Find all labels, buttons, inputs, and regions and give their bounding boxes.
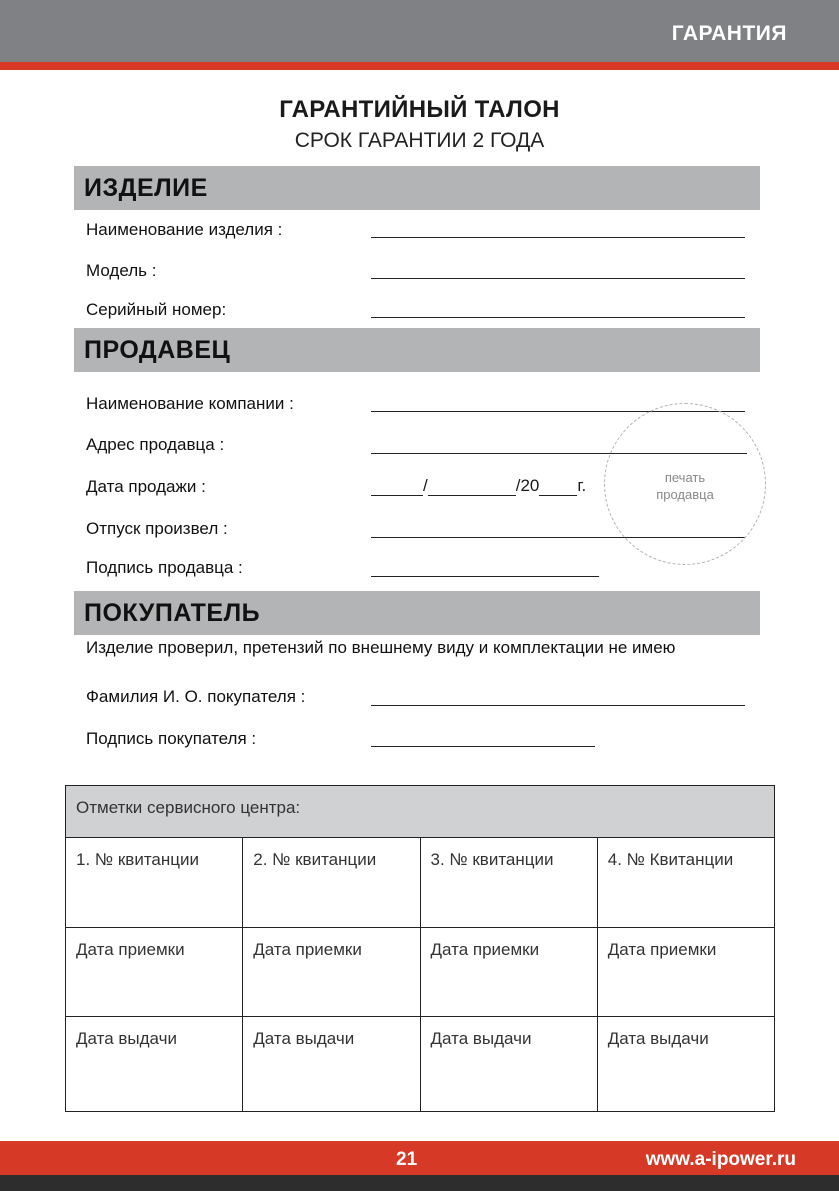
receipt-cell-3[interactable]: 3. № квитанции bbox=[420, 838, 597, 928]
issued-date-cell-4[interactable]: Дата выдачи bbox=[597, 1017, 774, 1112]
service-center-table bbox=[65, 785, 775, 1112]
buyer-signature-field[interactable] bbox=[371, 746, 595, 747]
header-accent-stripe bbox=[0, 62, 839, 70]
document-subtitle: СРОК ГАРАНТИИ 2 ГОДА bbox=[294, 129, 545, 152]
service-table-header: Отметки сервисного центра: bbox=[66, 786, 775, 838]
seller-stamp-text bbox=[604, 469, 766, 503]
sale-date-label: Дата продажи : bbox=[86, 477, 206, 496]
issued-date-cell-1[interactable]: Дата выдачи bbox=[66, 1017, 243, 1112]
receipt-cell-2[interactable]: 2. № квитанции bbox=[243, 838, 420, 928]
buyer-acceptance-note: Изделие проверил, претензий по внешнему виду и комплектации не имею bbox=[86, 638, 676, 657]
product-name-label: Наименование изделия : bbox=[86, 220, 283, 239]
company-name-label: Наименование компании : bbox=[86, 394, 294, 413]
sale-date-field[interactable] bbox=[371, 476, 586, 496]
footer-dark-strip bbox=[0, 1175, 839, 1191]
receipt-cell-4[interactable]: 4. № Квитанции bbox=[597, 838, 774, 928]
serial-number-label: Серийный номер: bbox=[86, 300, 227, 319]
document-title: ГАРАНТИЙНЫЙ ТАЛОН bbox=[279, 96, 560, 123]
receipt-cell-1[interactable]: 1. № квитанции bbox=[66, 838, 243, 928]
issued-date-cell-3[interactable]: Дата выдачи bbox=[420, 1017, 597, 1112]
date-separator-1: / bbox=[423, 476, 428, 495]
seller-signature-label: Подпись продавца : bbox=[86, 558, 243, 577]
accepted-date-cell-2[interactable]: Дата приемки bbox=[243, 928, 420, 1017]
stamp-line-1: печать bbox=[664, 470, 706, 485]
product-section-heading: ИЗДЕЛИЕ bbox=[74, 166, 760, 210]
seller-address-label: Адрес продавца : bbox=[86, 435, 225, 454]
model-field[interactable] bbox=[371, 278, 745, 279]
sale-day-blank[interactable] bbox=[371, 479, 423, 496]
page-number: 21 bbox=[396, 1149, 418, 1170]
stamp-line-2: продавца bbox=[656, 487, 714, 502]
accepted-date-cell-3[interactable]: Дата приемки bbox=[420, 928, 597, 1017]
sale-year-blank[interactable] bbox=[539, 479, 577, 496]
issued-date-cell-2[interactable]: Дата выдачи bbox=[243, 1017, 420, 1112]
serial-number-field[interactable] bbox=[371, 317, 745, 318]
product-name-field[interactable] bbox=[371, 237, 745, 238]
sale-month-blank[interactable] bbox=[428, 479, 516, 496]
buyer-fullname-field[interactable] bbox=[371, 705, 745, 706]
accepted-date-cell-4[interactable]: Дата приемки bbox=[597, 928, 774, 1017]
seller-section-heading: ПРОДАВЕЦ bbox=[74, 328, 760, 372]
date-separator-2: /20 bbox=[515, 476, 540, 495]
section-label: ГАРАНТИЯ bbox=[671, 22, 787, 45]
accepted-date-cell-1[interactable]: Дата приемки bbox=[66, 928, 243, 1017]
website-link[interactable]: www.a-ipower.ru bbox=[645, 1149, 796, 1170]
model-label: Модель : bbox=[86, 261, 157, 280]
released-by-label: Отпуск произвел : bbox=[86, 519, 228, 538]
buyer-signature-label: Подпись покупателя : bbox=[86, 729, 257, 748]
date-year-suffix: г. bbox=[577, 476, 587, 495]
buyer-fullname-label: Фамилия И. О. покупателя : bbox=[86, 687, 306, 706]
buyer-section-heading: ПОКУПАТЕЛЬ bbox=[74, 591, 760, 635]
seller-signature-field[interactable] bbox=[371, 576, 599, 577]
